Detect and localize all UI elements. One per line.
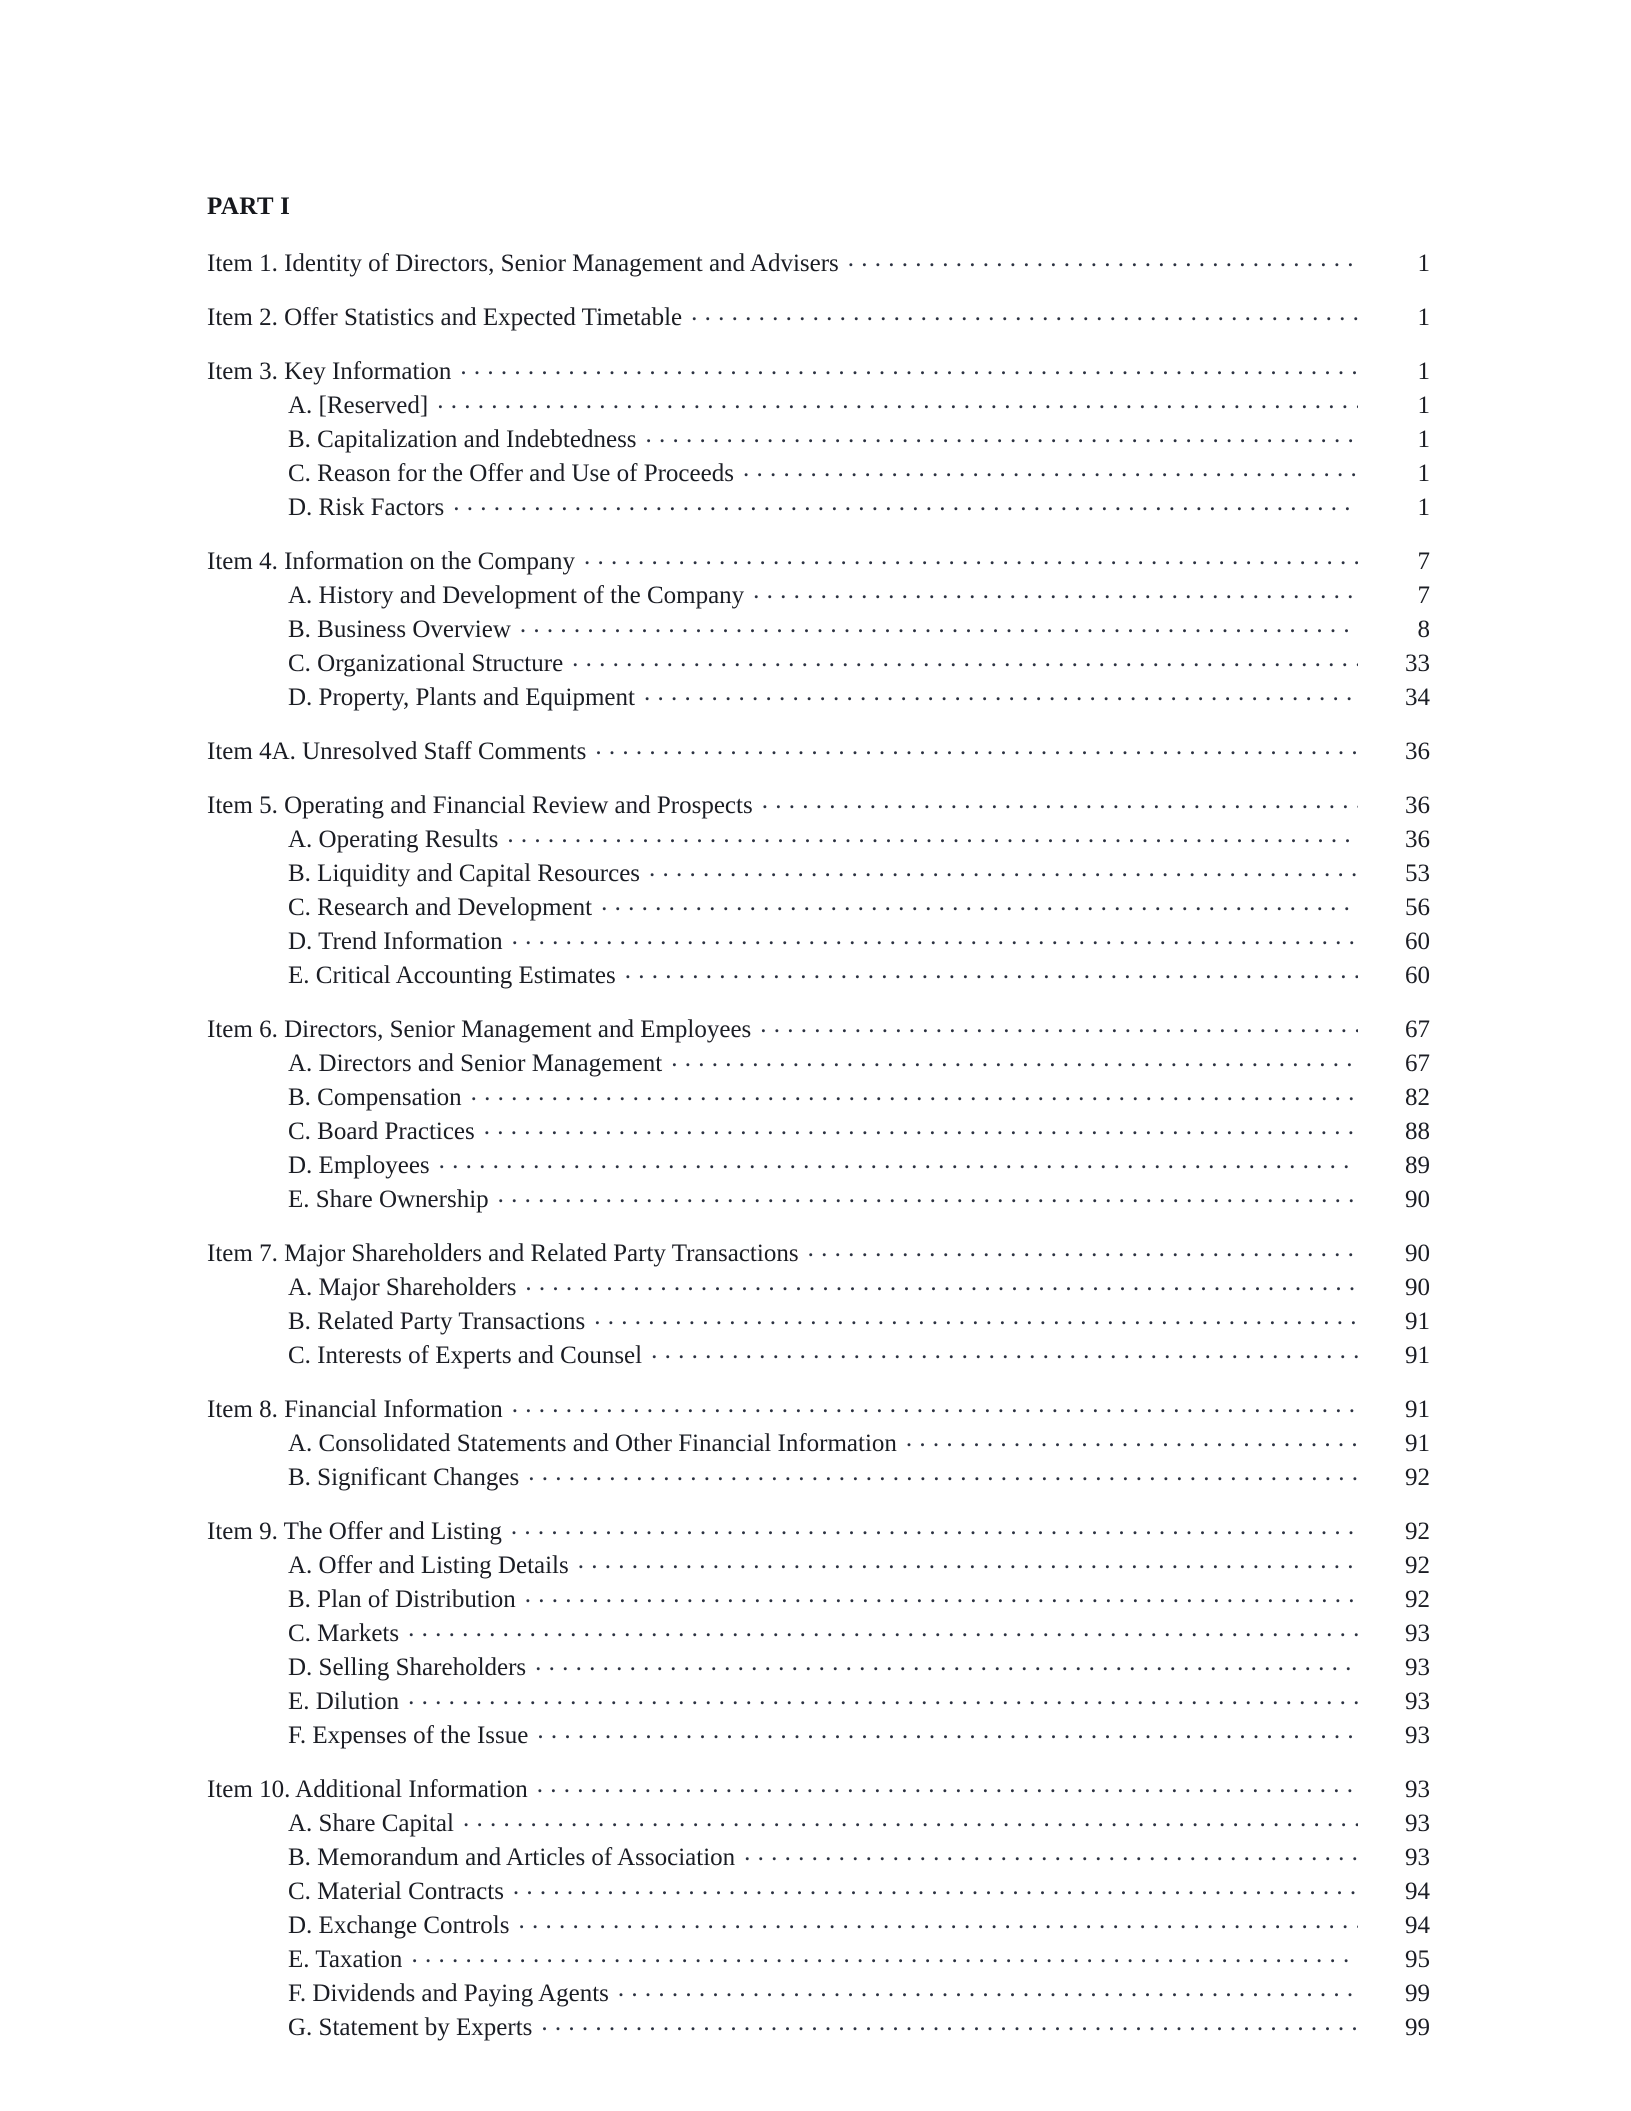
toc-entry-label: E. Taxation (288, 1946, 403, 1973)
toc-entry-subitem[interactable] (207, 1908, 1430, 1942)
dot-leader (762, 788, 1358, 813)
dot-leader (618, 1976, 1358, 2001)
toc-group (207, 1514, 1430, 1752)
toc-entry-subitem[interactable] (207, 1080, 1430, 1114)
toc-entry-page-number: 53 (1405, 860, 1430, 887)
dot-leader (743, 456, 1358, 481)
toc-entry-page-number: 60 (1405, 928, 1430, 955)
toc-entry-label: A. Consolidated Statements and Other Financial Information (288, 1430, 897, 1457)
toc-group (207, 1012, 1430, 1216)
toc-entry-item[interactable] (207, 1772, 1430, 1806)
toc-entry-label: B. Business Overview (288, 616, 511, 643)
toc-entry-subitem[interactable] (207, 1718, 1430, 1752)
dot-leader (528, 1460, 1358, 1485)
toc-entry-page-number: 1 (1417, 304, 1430, 331)
toc-entry-label: B. Capitalization and Indebtedness (288, 426, 637, 453)
dot-leader (584, 544, 1358, 569)
dot-leader (572, 646, 1358, 671)
toc-entry-page-number: 36 (1405, 738, 1430, 765)
toc-entry-page-number: 90 (1405, 1274, 1430, 1301)
toc-entry-item[interactable] (207, 734, 1430, 768)
toc-entry-page-number: 93 (1405, 1810, 1430, 1837)
toc-entry-page-number: 99 (1405, 1980, 1430, 2007)
toc-entry-label: D. Employees (288, 1152, 430, 1179)
dot-leader (484, 1114, 1358, 1139)
toc-entry-label: Item 4. Information on the Company (207, 548, 575, 575)
toc-entry-label: D. Risk Factors (288, 494, 445, 521)
toc-entry-label: B. Liquidity and Capital Resources (288, 860, 641, 887)
dot-leader (644, 680, 1358, 705)
toc-entry-subitem[interactable] (207, 490, 1430, 524)
toc-entry-page-number: 1 (1417, 358, 1430, 385)
toc-entry-label: C. Organizational Structure (288, 650, 564, 677)
toc-group (207, 354, 1430, 524)
toc-entry-label: Item 6. Directors, Senior Management and Employees (207, 1016, 752, 1043)
toc-entry-subitem[interactable] (207, 680, 1430, 714)
toc-group (207, 734, 1430, 768)
toc-entry-label: A. Offer and Listing Details (288, 1552, 569, 1579)
dot-leader (691, 300, 1358, 325)
toc-entry-subitem[interactable] (207, 1874, 1430, 1908)
toc-entry-page-number: 67 (1405, 1050, 1430, 1077)
toc-entry-label: E. Critical Accounting Estimates (288, 962, 616, 989)
dot-leader (753, 578, 1358, 603)
dot-leader (520, 612, 1358, 637)
toc-entry-page-number: 88 (1405, 1118, 1430, 1145)
toc-entry-subitem[interactable] (207, 958, 1430, 992)
dot-leader (408, 1684, 1358, 1709)
toc-entry-subitem[interactable] (207, 1840, 1430, 1874)
toc-entry-item[interactable] (207, 354, 1430, 388)
toc-entry-label: Item 3. Key Information (207, 358, 452, 385)
toc-entry-page-number: 7 (1417, 548, 1430, 575)
table-of-contents (207, 246, 1430, 2044)
dot-leader (744, 1840, 1358, 1865)
dot-leader (408, 1616, 1358, 1641)
dot-leader (594, 1304, 1358, 1329)
toc-group (207, 300, 1430, 334)
dot-leader (537, 1718, 1358, 1743)
toc-entry-label: C. Material Contracts (288, 1878, 504, 1905)
toc-entry-page-number: 92 (1405, 1552, 1430, 1579)
toc-entry-label: D. Selling Shareholders (288, 1654, 527, 1681)
dot-leader (537, 1772, 1358, 1797)
toc-entry-label: A. [Reserved] (288, 392, 429, 419)
dot-leader (512, 924, 1358, 949)
toc-entry-page-number: 90 (1405, 1186, 1430, 1213)
dot-leader (471, 1080, 1358, 1105)
toc-entry-subitem[interactable] (207, 1046, 1430, 1080)
toc-entry-page-number: 95 (1405, 1946, 1430, 1973)
dot-leader (601, 890, 1358, 915)
toc-entry-page-number: 91 (1405, 1430, 1430, 1457)
toc-entry-page-number: 56 (1405, 894, 1430, 921)
toc-entry-label: Item 2. Offer Statistics and Expected Timetable (207, 304, 683, 331)
toc-entry-item[interactable] (207, 1514, 1430, 1548)
toc-entry-page-number: 60 (1405, 962, 1430, 989)
toc-entry-label: Item 9. The Offer and Listing (207, 1518, 502, 1545)
toc-entry-subitem[interactable] (207, 422, 1430, 456)
toc-entry-label: G. Statement by Experts (288, 2014, 533, 2041)
toc-entry-label: A. History and Development of the Company (288, 582, 745, 609)
toc-entry-item[interactable] (207, 544, 1430, 578)
toc-group (207, 1236, 1430, 1372)
toc-entry-page-number: 92 (1405, 1464, 1430, 1491)
toc-entry-subitem[interactable] (207, 1616, 1430, 1650)
dot-leader (848, 246, 1358, 271)
toc-group (207, 1772, 1430, 2044)
toc-entry-subitem[interactable] (207, 1182, 1430, 1216)
toc-entry-item[interactable] (207, 1392, 1430, 1426)
toc-entry-subitem[interactable] (207, 612, 1430, 646)
toc-entry-label: C. Interests of Experts and Counsel (288, 1342, 643, 1369)
toc-entry-subitem[interactable] (207, 822, 1430, 856)
dot-leader (625, 958, 1358, 983)
toc-entry-subitem[interactable] (207, 856, 1430, 890)
toc-entry-page-number: 93 (1405, 1844, 1430, 1871)
toc-entry-label: D. Exchange Controls (288, 1912, 510, 1939)
toc-entry-label: A. Share Capital (288, 1810, 454, 1837)
toc-group (207, 246, 1430, 280)
toc-entry-item[interactable] (207, 1236, 1430, 1270)
toc-entry-subitem[interactable] (207, 1548, 1430, 1582)
dot-leader (512, 1392, 1358, 1417)
toc-entry-page-number: 1 (1417, 426, 1430, 453)
dot-leader (439, 1148, 1358, 1173)
toc-entry-page-number: 91 (1405, 1342, 1430, 1369)
toc-entry-label: B. Memorandum and Articles of Association (288, 1844, 736, 1871)
dot-leader (760, 1012, 1358, 1037)
toc-entry-subitem[interactable] (207, 2010, 1430, 2044)
dot-leader (518, 1908, 1358, 1933)
toc-entry-page-number: 7 (1417, 582, 1430, 609)
toc-entry-label: B. Plan of Distribution (288, 1586, 516, 1613)
toc-entry-page-number: 91 (1405, 1308, 1430, 1335)
toc-entry-page-number: 36 (1405, 826, 1430, 853)
toc-entry-item[interactable] (207, 300, 1430, 334)
toc-entry-label: Item 8. Financial Information (207, 1396, 503, 1423)
toc-group (207, 1392, 1430, 1494)
toc-entry-label: B. Related Party Transactions (288, 1308, 586, 1335)
toc-entry-label: Item 5. Operating and Financial Review and Prospects (207, 792, 753, 819)
dot-leader (649, 856, 1358, 881)
dot-leader (646, 422, 1358, 447)
toc-entry-label: A. Directors and Senior Management (288, 1050, 663, 1077)
toc-entry-label: A. Operating Results (288, 826, 499, 853)
dot-leader (513, 1874, 1358, 1899)
toc-entry-label: Item 1. Identity of Directors, Senior Management and Advisers (207, 250, 839, 277)
toc-entry-page-number: 8 (1417, 616, 1430, 643)
toc-entry-page-number: 1 (1417, 392, 1430, 419)
toc-entry-subitem[interactable] (207, 1684, 1430, 1718)
toc-entry-label: B. Compensation (288, 1084, 462, 1111)
toc-entry-label: Item 7. Major Shareholders and Related Party Transactions (207, 1240, 799, 1267)
toc-entry-subitem[interactable] (207, 1582, 1430, 1616)
toc-group (207, 544, 1430, 714)
dot-leader (460, 354, 1358, 379)
toc-entry-page-number: 33 (1405, 650, 1430, 677)
dot-leader (463, 1806, 1358, 1831)
toc-entry-page-number: 93 (1405, 1776, 1430, 1803)
toc-entry-subitem[interactable] (207, 388, 1430, 422)
toc-entry-subitem[interactable] (207, 1426, 1430, 1460)
toc-entry-label: Item 4A. Unresolved Staff Comments (207, 738, 587, 765)
toc-entry-label: D. Trend Information (288, 928, 503, 955)
dot-leader (525, 1270, 1358, 1295)
toc-entry-page-number: 82 (1405, 1084, 1430, 1111)
toc-entry-page-number: 94 (1405, 1912, 1430, 1939)
dot-leader (498, 1182, 1358, 1207)
dot-leader (906, 1426, 1358, 1451)
toc-entry-label: Item 10. Additional Information (207, 1776, 528, 1803)
toc-entry-item[interactable] (207, 1012, 1430, 1046)
toc-entry-page-number: 94 (1405, 1878, 1430, 1905)
toc-entry-page-number: 36 (1405, 792, 1430, 819)
toc-entry-subitem[interactable] (207, 1338, 1430, 1372)
toc-entry-page-number: 89 (1405, 1152, 1430, 1179)
toc-entry-subitem[interactable] (207, 1976, 1430, 2010)
dot-leader (507, 822, 1358, 847)
toc-entry-page-number: 90 (1405, 1240, 1430, 1267)
dot-leader (578, 1548, 1358, 1573)
toc-entry-page-number: 93 (1405, 1654, 1430, 1681)
toc-entry-page-number: 34 (1405, 684, 1430, 711)
toc-entry-page-number: 99 (1405, 2014, 1430, 2041)
dot-leader (595, 734, 1358, 759)
toc-entry-page-number: 1 (1417, 460, 1430, 487)
toc-entry-label: C. Research and Development (288, 894, 593, 921)
toc-entry-label: F. Expenses of the Issue (288, 1722, 529, 1749)
toc-entry-subitem[interactable] (207, 1148, 1430, 1182)
toc-entry-label: F. Dividends and Paying Agents (288, 1980, 609, 2007)
dot-leader (453, 490, 1358, 515)
dot-leader (511, 1514, 1358, 1539)
dot-leader (671, 1046, 1358, 1071)
toc-entry-page-number: 1 (1417, 250, 1430, 277)
toc-entry-page-number: 93 (1405, 1722, 1430, 1749)
toc-entry-item[interactable] (207, 246, 1430, 280)
dot-leader (535, 1650, 1358, 1675)
dot-leader (437, 388, 1358, 413)
toc-entry-subitem[interactable] (207, 456, 1430, 490)
toc-entry-label: E. Share Ownership (288, 1186, 489, 1213)
page-title: PART I (207, 193, 291, 220)
toc-entry-page-number: 92 (1405, 1518, 1430, 1545)
toc-entry-page-number: 67 (1405, 1016, 1430, 1043)
toc-entry-page-number: 1 (1417, 494, 1430, 521)
toc-entry-label: C. Reason for the Offer and Use of Proceeds (288, 460, 734, 487)
dot-leader (525, 1582, 1358, 1607)
toc-entry-page-number: 93 (1405, 1620, 1430, 1647)
toc-group (207, 788, 1430, 992)
toc-entry-label: C. Markets (288, 1620, 400, 1647)
toc-entry-subitem[interactable] (207, 924, 1430, 958)
toc-entry-subitem[interactable] (207, 890, 1430, 924)
toc-entry-subitem[interactable] (207, 1304, 1430, 1338)
toc-entry-label: A. Major Shareholders (288, 1274, 517, 1301)
toc-entry-subitem[interactable] (207, 1650, 1430, 1684)
toc-entry-subitem[interactable] (207, 1270, 1430, 1304)
dot-leader (541, 2010, 1358, 2035)
toc-entry-page-number: 93 (1405, 1688, 1430, 1715)
toc-entry-subitem[interactable] (207, 1942, 1430, 1976)
toc-entry-page-number: 91 (1405, 1396, 1430, 1423)
toc-entry-subitem[interactable] (207, 646, 1430, 680)
toc-entry-subitem[interactable] (207, 1114, 1430, 1148)
dot-leader (808, 1236, 1358, 1261)
toc-entry-subitem[interactable] (207, 1460, 1430, 1494)
dot-leader (411, 1942, 1358, 1967)
toc-entry-label: C. Board Practices (288, 1118, 475, 1145)
toc-entry-label: D. Property, Plants and Equipment (288, 684, 635, 711)
toc-entry-subitem[interactable] (207, 578, 1430, 612)
toc-entry-page-number: 92 (1405, 1586, 1430, 1613)
toc-entry-item[interactable] (207, 788, 1430, 822)
toc-entry-label: B. Significant Changes (288, 1464, 520, 1491)
toc-entry-label: E. Dilution (288, 1688, 400, 1715)
dot-leader (651, 1338, 1358, 1363)
toc-entry-subitem[interactable] (207, 1806, 1430, 1840)
